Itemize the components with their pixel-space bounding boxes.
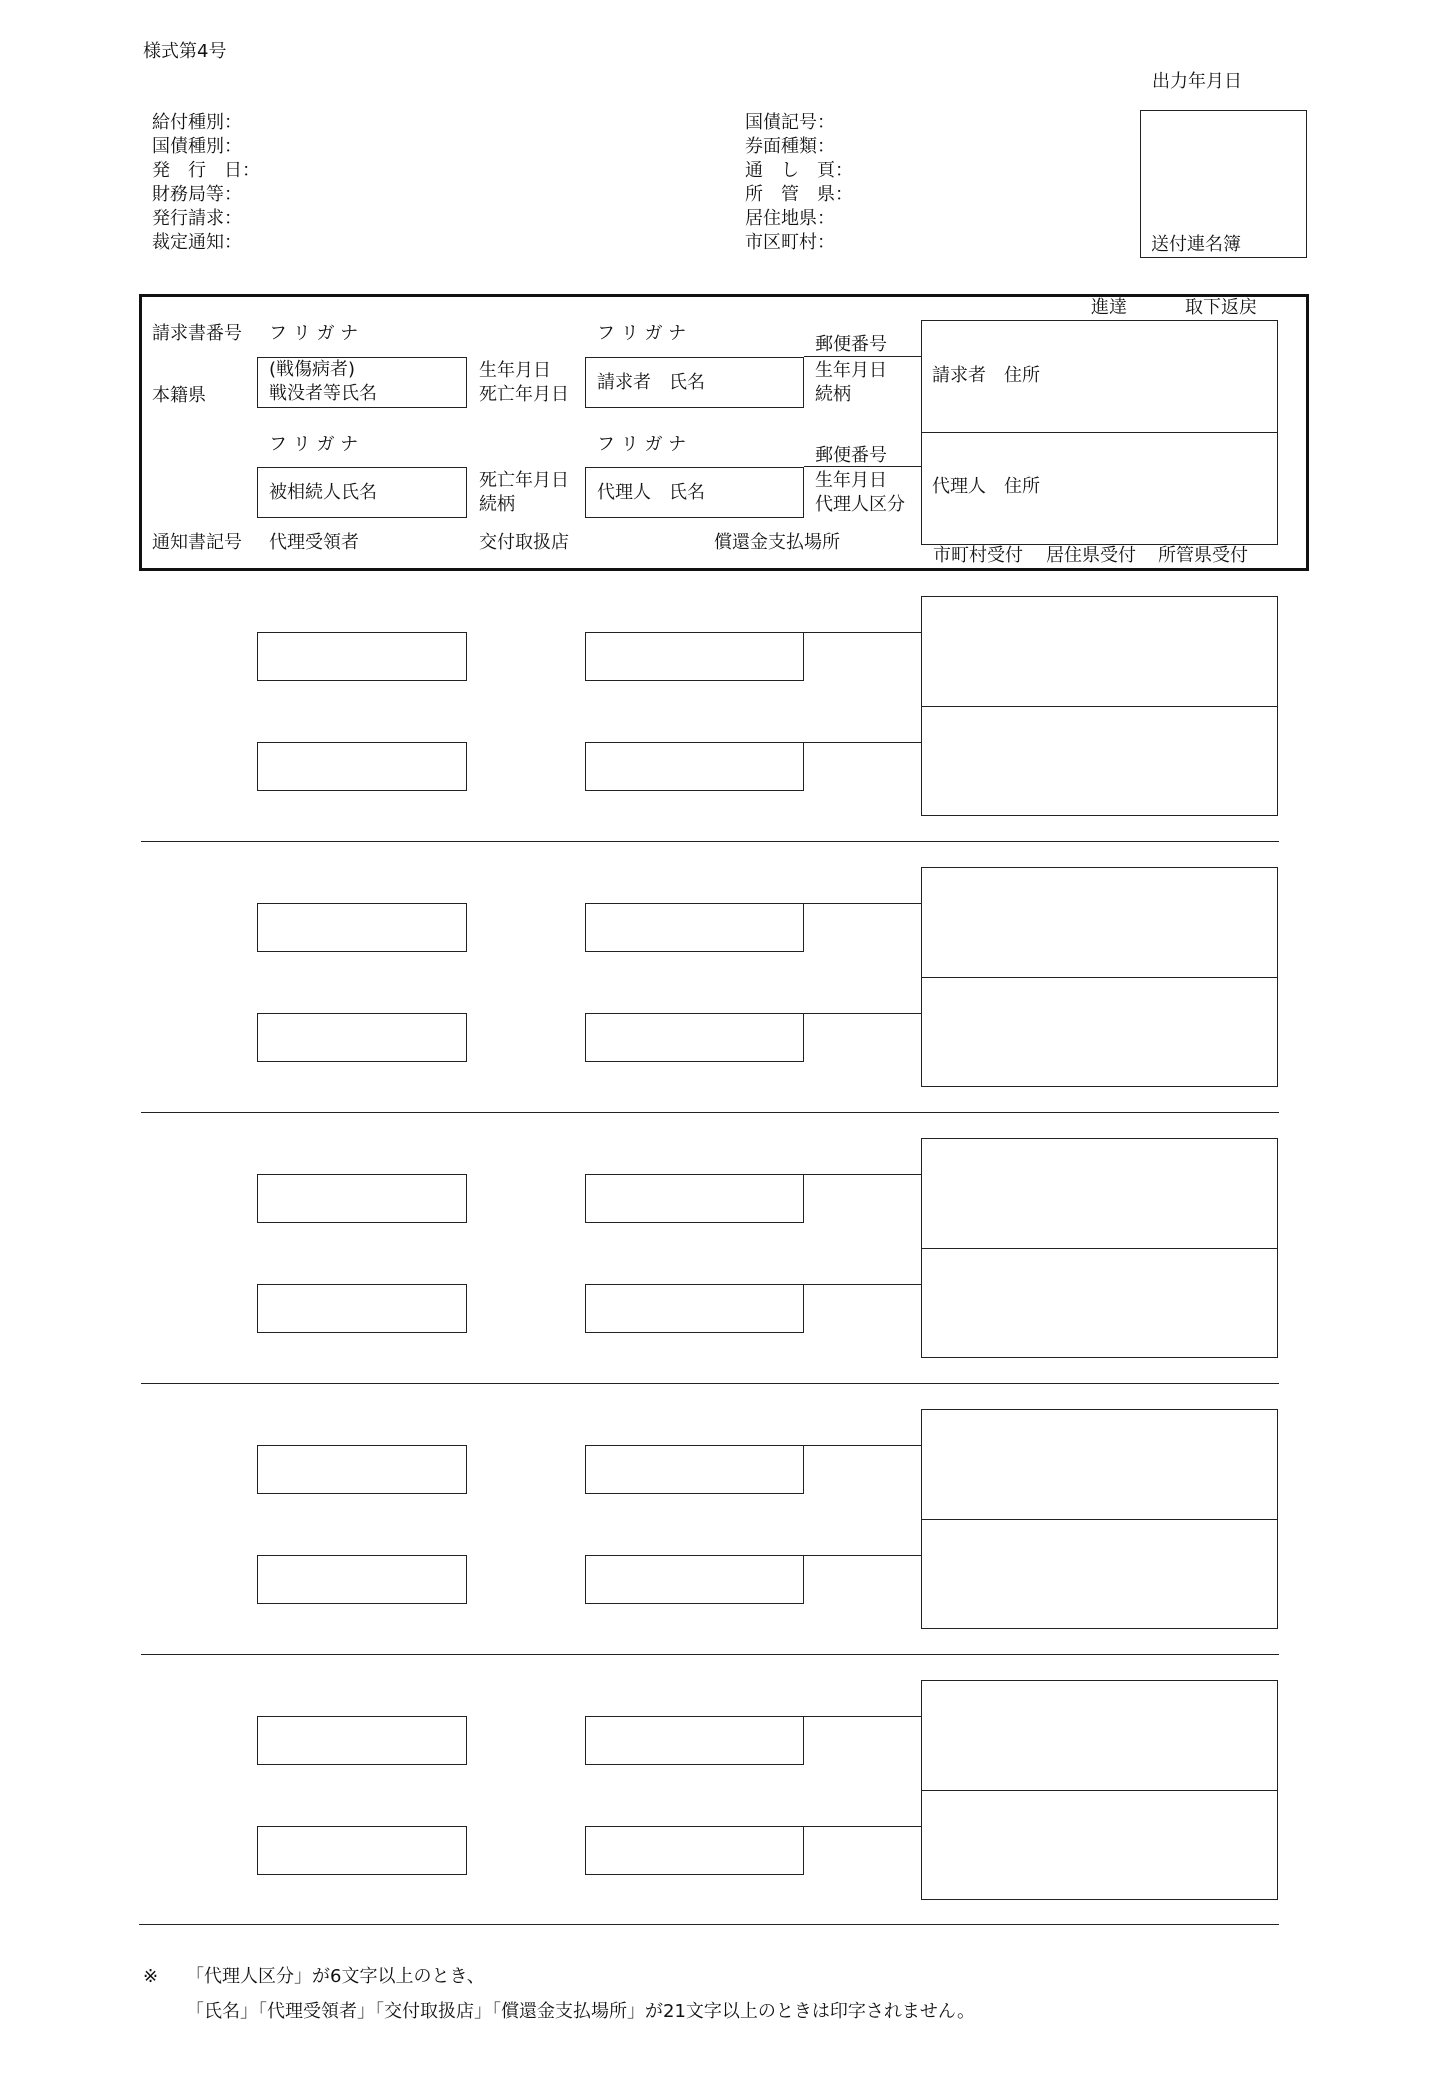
agent-name-label: 代理人 氏名	[597, 482, 705, 503]
withdrawn-label: 取下返戻	[1185, 297, 1257, 318]
residence-receipt-label: 居住県受付	[1046, 545, 1136, 566]
agent-receiver-label: 代理受領者	[269, 532, 359, 553]
record-separator	[141, 1112, 1279, 1113]
connector-line	[804, 1555, 921, 1556]
furigana-label-2: フ リ ガ ナ	[269, 434, 359, 455]
stamp-box	[1140, 110, 1307, 258]
claimant-name-field	[585, 903, 804, 952]
connector-line	[804, 1284, 921, 1285]
meta-issue-date: 発 行 日：	[152, 160, 260, 181]
stamp-label: 送付連名簿	[1151, 234, 1241, 255]
war-dead-name-label: 戦没者等氏名	[269, 383, 377, 404]
death-date-label: 死亡年月日	[479, 384, 569, 405]
address-box	[921, 320, 1278, 545]
address-field	[921, 1680, 1278, 1900]
meta-municipality: 市区町村：	[745, 232, 835, 253]
furigana-label: フ リ ガ ナ	[597, 323, 687, 344]
forwarded-label: 進達	[1091, 297, 1127, 318]
meta-finance-bureau: 財務局等：	[152, 184, 242, 205]
furigana-label: フ リ ガ ナ	[269, 323, 359, 344]
address-field	[921, 596, 1278, 816]
address-divider	[922, 1248, 1277, 1249]
connector-line	[804, 1013, 921, 1014]
footnote-line-1: 「代理人区分」が6文字以上のとき、	[186, 1966, 485, 1987]
birth-date-label: 生年月日	[479, 360, 551, 381]
meta-jurisdiction-pref: 所 管 県：	[745, 184, 853, 205]
address-field	[921, 1138, 1278, 1358]
heir-name-label: 被相続人氏名	[269, 482, 377, 503]
claimant-name-label: 請求者 氏名	[597, 372, 705, 393]
connector-line	[804, 466, 921, 467]
claim-number-label: 請求書番号	[152, 323, 242, 344]
connector-line	[804, 1445, 921, 1446]
record-separator	[141, 1383, 1279, 1384]
address-divider	[922, 1790, 1277, 1791]
address-field	[921, 1409, 1278, 1629]
connector-line	[804, 1826, 921, 1827]
agent-name-box	[585, 467, 804, 518]
meta-residence-pref: 居住地県：	[745, 208, 835, 229]
address-divider	[922, 432, 1277, 433]
record-separator	[141, 841, 1279, 842]
footnote-line-2: 「氏名」「代理受領者」「交付取扱店」「償還金支払場所」が21文字以上のときは印字されません。	[186, 2001, 975, 2022]
war-dead-name-box	[257, 357, 467, 408]
agent-name-field	[585, 1555, 804, 1604]
connector-line	[804, 742, 921, 743]
agent-name-field	[585, 742, 804, 791]
footnote-mark: ※	[143, 1966, 159, 1987]
agent-name-field	[585, 1284, 804, 1333]
birth-date-label-2: 生年月日	[815, 360, 887, 381]
death-date-label-2: 死亡年月日	[479, 470, 569, 491]
meta-bond-code: 国債記号：	[745, 112, 835, 133]
agent-name-field	[585, 1826, 804, 1875]
war-injured-label: (戦傷病者)	[269, 359, 356, 380]
meta-decision-notice: 裁定通知：	[152, 232, 242, 253]
record-separator	[139, 1924, 1279, 1925]
address-field	[921, 867, 1278, 1087]
connector-line	[804, 1174, 921, 1175]
claimant-name-field	[585, 632, 804, 681]
claimant-name-box	[585, 357, 804, 408]
war-dead-name-field	[257, 632, 467, 681]
birth-date-label-3: 生年月日	[815, 470, 887, 491]
heir-name-field	[257, 1826, 467, 1875]
agent-category-label: 代理人区分	[815, 494, 905, 515]
claimant-address-label: 請求者 住所	[932, 365, 1040, 386]
postal-code-label: 郵便番号	[815, 334, 887, 355]
furigana-label-3: フ リ ガ ナ	[597, 434, 687, 455]
claimant-name-field	[585, 1445, 804, 1494]
war-dead-name-field	[257, 1174, 467, 1223]
notice-number-label: 通知書記号	[152, 532, 242, 553]
address-divider	[922, 1519, 1277, 1520]
honseki-label: 本籍県	[152, 385, 206, 406]
agent-address-label: 代理人 住所	[932, 476, 1040, 497]
meta-bond-type: 国債種別：	[152, 136, 242, 157]
connector-line	[804, 903, 921, 904]
address-divider	[922, 977, 1277, 978]
connector-line	[804, 356, 921, 357]
delivery-branch-label: 交付取扱店	[479, 532, 569, 553]
output-date-label: 出力年月日	[1152, 71, 1242, 92]
agent-name-field	[585, 1013, 804, 1062]
heir-name-field	[257, 1284, 467, 1333]
relation-label-2: 続柄	[479, 494, 515, 515]
address-divider	[922, 706, 1277, 707]
postal-code-label-2: 郵便番号	[815, 445, 887, 466]
war-dead-name-field	[257, 1445, 467, 1494]
claimant-name-field	[585, 1174, 804, 1223]
city-receipt-label: 市町村受付	[933, 545, 1023, 566]
meta-issue-request: 発行請求：	[152, 208, 242, 229]
heir-name-field	[257, 1555, 467, 1604]
meta-serial-page: 通 し 頁：	[745, 160, 853, 181]
record-separator	[141, 1654, 1279, 1655]
heir-name-field	[257, 742, 467, 791]
war-dead-name-field	[257, 903, 467, 952]
meta-denomination-type: 券面種類：	[745, 136, 835, 157]
heir-name-field	[257, 1013, 467, 1062]
meta-benefit-type: 給付種別：	[152, 112, 242, 133]
claimant-name-field	[585, 1716, 804, 1765]
war-dead-name-field	[257, 1716, 467, 1765]
jurisdiction-receipt-label: 所管県受付	[1158, 545, 1248, 566]
connector-line	[804, 632, 921, 633]
connector-line	[804, 1716, 921, 1717]
heir-name-box	[257, 467, 467, 518]
relation-label: 続柄	[815, 384, 851, 405]
redemption-place-label: 償還金支払場所	[714, 532, 840, 553]
form-number: 様式第4号	[143, 41, 227, 62]
